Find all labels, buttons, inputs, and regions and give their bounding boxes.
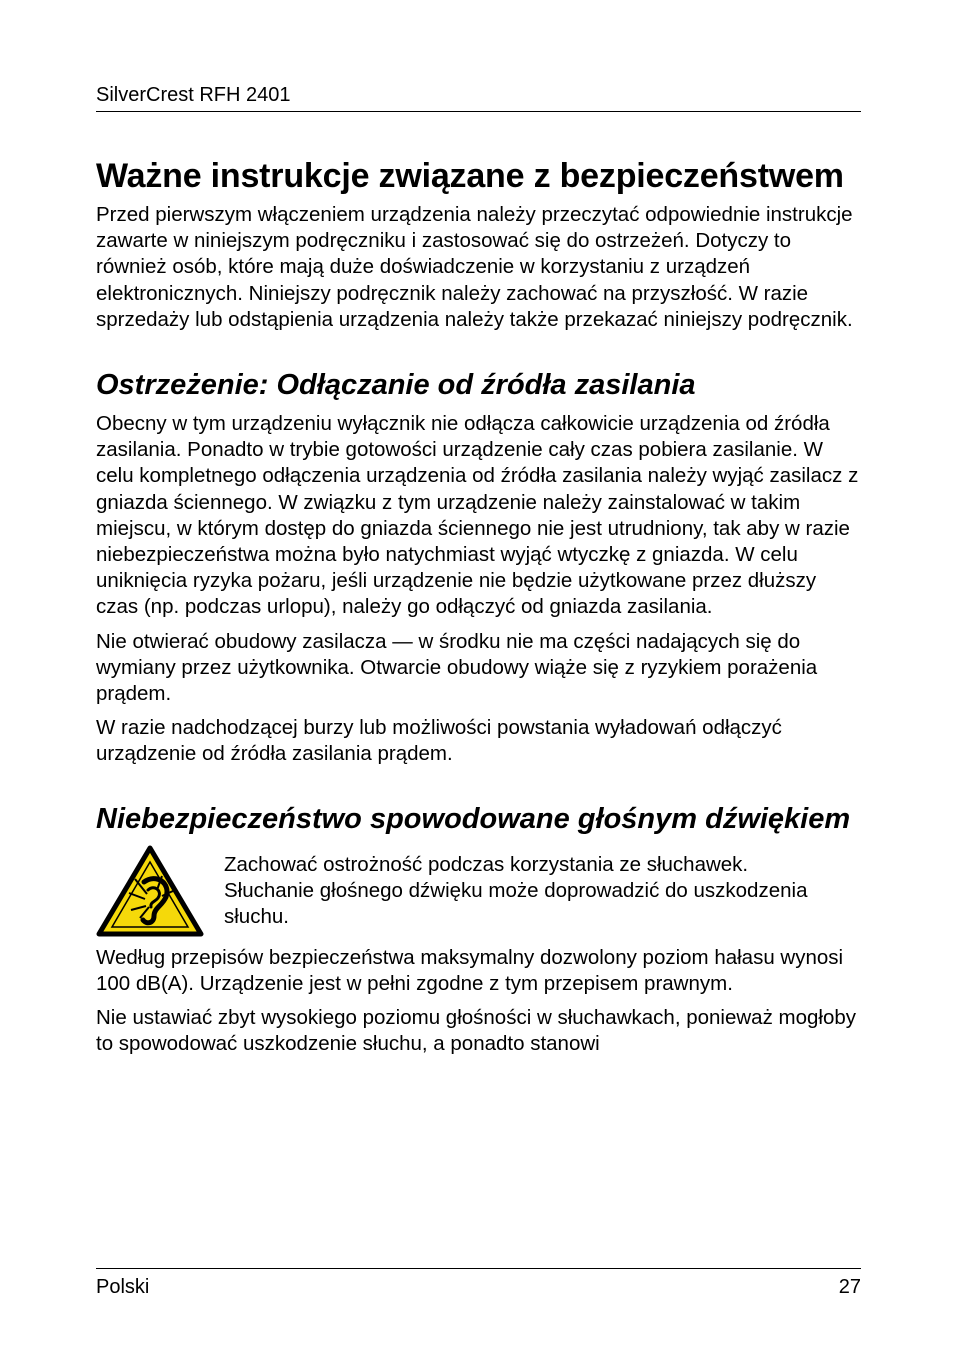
page-footer: [96, 1268, 861, 1300]
page-number: 27: [838, 1276, 861, 1298]
power-paragraph-2: Nie otwierać obudowy zasilacza — w środku nie ma części nadających się do wymiany przez użytkownika. Otwarcie obudowy wiąże się z ryzykiem porażenia prądem.: [96, 629, 818, 706]
power-paragraph-3: W razie nadchodzącej burzy lub możliwości powstania wyładowań odłączyć urządzenie od źródła zasilania prądem.: [96, 716, 782, 766]
header-title: SilverCrest RFH 2401: [96, 84, 291, 106]
hearing-damage-warning-icon: [96, 845, 204, 937]
page-header: [96, 82, 861, 112]
power-warning-heading: Ostrzeżenie: Odłączanie od źródła zasilania: [96, 369, 696, 402]
page-content: [96, 155, 861, 1057]
noise-paragraph-2: Nie ustawiać zbyt wysokiego poziomu głośności w słuchawkach, ponieważ mogłoby to spowodować uszkodzenie słuchu, a ponadto stanowi: [96, 1006, 857, 1056]
noise-paragraph-1: Według przepisów bezpieczeństwa maksymalny dozwolony poziom hałasu wynosi 100 dB(A). Urządzenie jest w pełni zgodne z tym przepisem prawnym.: [96, 945, 844, 995]
page-title: Ważne instrukcje związane z bezpieczeństwem: [96, 157, 844, 195]
intro-paragraph: Przed pierwszym włączeniem urządzenia należy przeczytać odpowiednie instrukcje zawarte w niniejszym podręczniku i zastosować się do ostrzeżeń. Dotyczy to również osób, które mają duże doświadczenie w korzystaniu z urządzeń elektronicznych. Niniejszy podręcznik należy zachować na przyszłość. W razie sprzedaży lub odstąpienia urządzenia należy także przekazać niniejszy podręcznik.: [96, 203, 853, 331]
power-paragraph-1: Obecny w tym urządzeniu wyłącznik nie odłącza całkowicie urządzenia od źródła zasilania. Ponadto w trybie gotowości urządzenie cały czas pobiera zasilanie. W celu kompletnego odłączenia urządzenia od źródła zasilania należy wyjąć zasilacz z gniazda ściennego. W związku z tym urządzenie należy zainstalować w takim miejscu, w którym dostęp do gniazda ściennego nie jest utrudniony, tak aby w razie niebezpieczeństwa można było natychmiast wyjąć wtyczkę z gniazda. W celu uniknięcia ryzyka pożaru, jeśli urządzenie nie będzie użytkowane przez dłuższy czas (np. podczas urlopu), należy go odłączyć od gniazda zasilania.: [96, 412, 859, 619]
hearing-warning-text: Zachować ostrożność podczas korzystania ze słuchawek. Słuchanie głośnego dźwięku może doprowadzić do uszkodzenia słuchu.: [224, 852, 808, 929]
noise-warning-heading: Niebezpieczeństwo spowodowane głośnym dźwiękiem: [96, 802, 851, 835]
footer-language: Polski: [96, 1276, 150, 1298]
manual-page: [96, 0, 861, 1352]
hearing-warning-block: [96, 845, 861, 937]
